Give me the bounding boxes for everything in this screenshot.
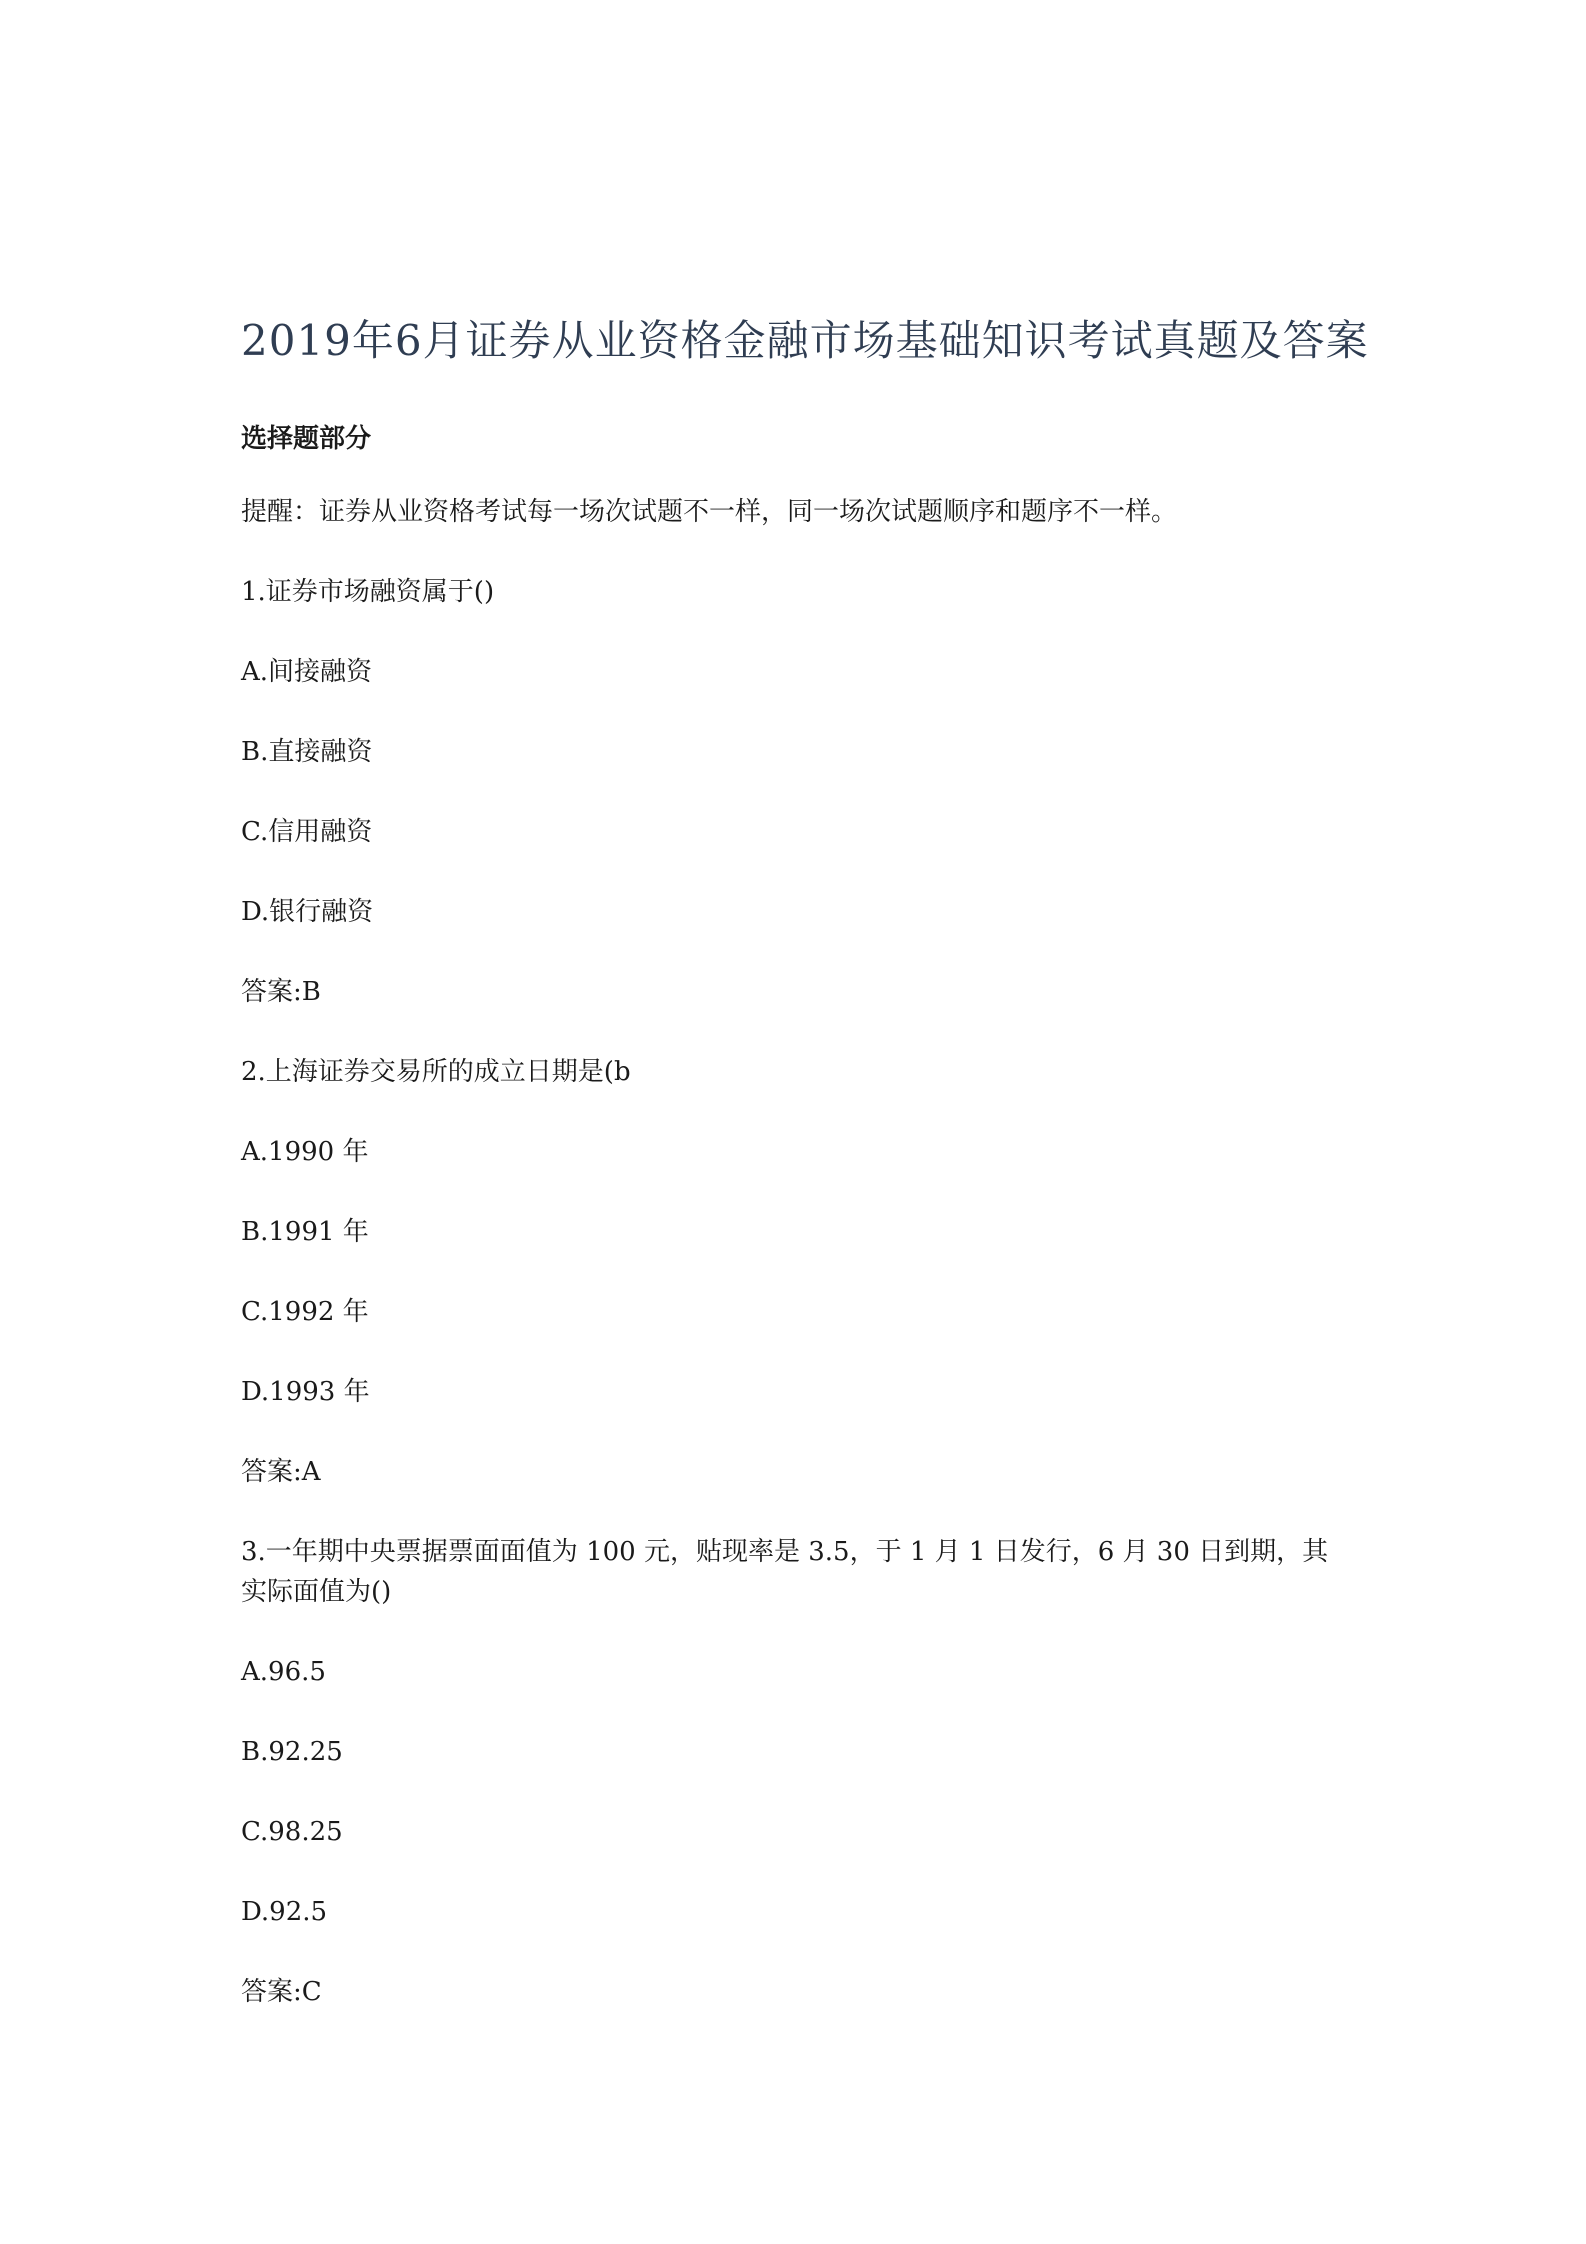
question-option: B.1991 年 [241,1217,369,1247]
question-option: A.96.5 [241,1657,326,1687]
question-option: A.间接融资 [241,657,373,687]
question-answer: 答案:A [241,1457,321,1487]
question-option: D.1993 年 [241,1377,370,1407]
notice-text: 提醒：证券从业资格考试每一场次试题不一样，同一场次试题顺序和题序不一样。 [241,497,1178,527]
question-option: C.信用融资 [241,817,373,847]
question-option: C.98.25 [241,1817,343,1847]
question-option: D.银行融资 [241,897,374,927]
question-stem: 1.证券市场融资属于() [241,577,495,607]
question-stem: 3.一年期中央票据票面面值为 100 元，贴现率是 3.5，于 1 月 1 日发行，6 月 30 日到期，其实际面值为() [241,1537,1329,1607]
section-heading: 选择题部分 [241,424,372,454]
question-option: B.92.25 [241,1737,343,1767]
question-option: A.1990 年 [241,1137,369,1167]
question-stem: 2.上海证券交易所的成立日期是(b [241,1057,631,1087]
question-answer: 答案:B [241,977,321,1007]
question-option: B.直接融资 [241,737,373,767]
question-answer: 答案:C [241,1977,322,2007]
document-title: 2019年6月证券从业资格金融市场基础知识考试真题及答案 [241,316,1369,365]
question-option: C.1992 年 [241,1297,369,1327]
question-option: D.92.5 [241,1897,328,1927]
